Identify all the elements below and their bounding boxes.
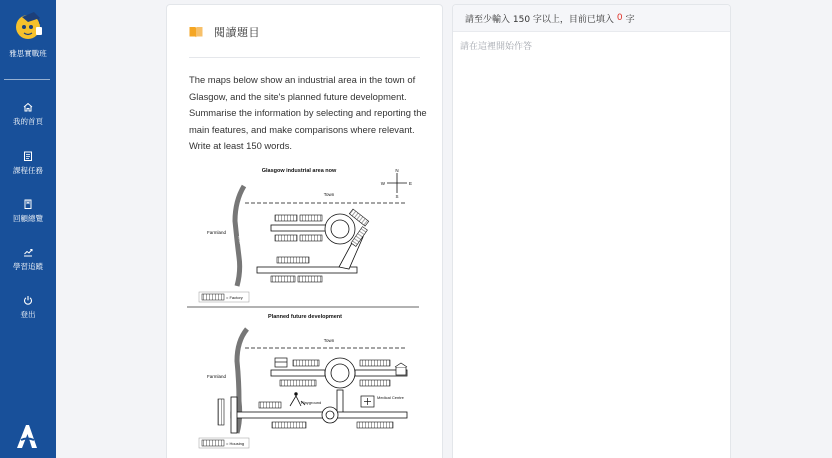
task-prompt: The maps below show an industrial area in the town of Glasgow, and the site's planned future development. Summarise the information by selecting and reporting the main features, and make comparisons where relevant. Write at least 150 words.	[189, 74, 427, 151]
sidebar-item-tasks[interactable]	[0, 150, 56, 176]
sidebar-item-home[interactable]	[0, 101, 56, 127]
map-future-title: Planned future development	[268, 314, 342, 320]
playground-label: Playground	[301, 400, 322, 405]
word-count-requirement: 請至少輸入 150 字以上，目前已填入	[465, 14, 614, 25]
town-label: Town	[323, 192, 335, 197]
sidebar-item-tracking[interactable]	[0, 246, 56, 272]
word-count-unit: 字	[625, 14, 635, 25]
map-now-title: Glasgow industrial area now	[261, 168, 337, 174]
sidebar-item-review[interactable]	[0, 198, 56, 224]
brand-name: 雅思實戰班	[9, 49, 47, 58]
compass-w: W	[380, 181, 385, 186]
sidebar-item-label: 我的首頁	[13, 117, 43, 126]
bookmark-icon	[22, 198, 34, 210]
sidebar-item-label: 登出	[20, 310, 36, 319]
sidebar-divider	[4, 79, 50, 80]
farmland-label-future: Farmland	[207, 374, 227, 379]
medical-label: Medical Centre	[377, 395, 404, 400]
word-count-value: 0	[616, 13, 623, 23]
roads-now	[257, 214, 363, 273]
farmland-label: Farmland	[207, 230, 227, 235]
question-header	[189, 23, 260, 41]
task-list-icon	[22, 150, 34, 162]
answer-input[interactable]	[453, 32, 730, 432]
mascot-logo-icon[interactable]	[14, 9, 44, 41]
town-label-future: Town	[323, 338, 335, 343]
answer-card	[452, 4, 731, 458]
sidebar-item-label: 課程任務	[13, 166, 43, 175]
compass-e: E	[409, 181, 413, 186]
sidebar-item-label: 學習追蹤	[13, 262, 43, 271]
river-label: River	[237, 235, 243, 245]
chart-icon	[22, 246, 34, 258]
compass-s: S	[395, 194, 399, 199]
legend-factory: = Factory	[226, 295, 243, 300]
section-title: 閱讀題目	[214, 26, 260, 39]
sidebar-item-label: 回顧總覽	[13, 214, 43, 223]
sidebar	[0, 0, 56, 458]
power-icon	[22, 294, 34, 306]
sidebar-item-logout[interactable]	[0, 294, 56, 320]
compass-icon	[381, 168, 412, 199]
home-icon	[22, 101, 34, 113]
header-divider	[189, 57, 420, 58]
app-logo-icon	[14, 422, 40, 450]
book-icon	[189, 26, 203, 38]
question-card	[166, 4, 443, 458]
legend-housing: = Housing	[226, 441, 245, 446]
word-count-bar	[453, 5, 730, 32]
compass-n: N	[395, 168, 399, 173]
maps-figure	[187, 161, 423, 451]
